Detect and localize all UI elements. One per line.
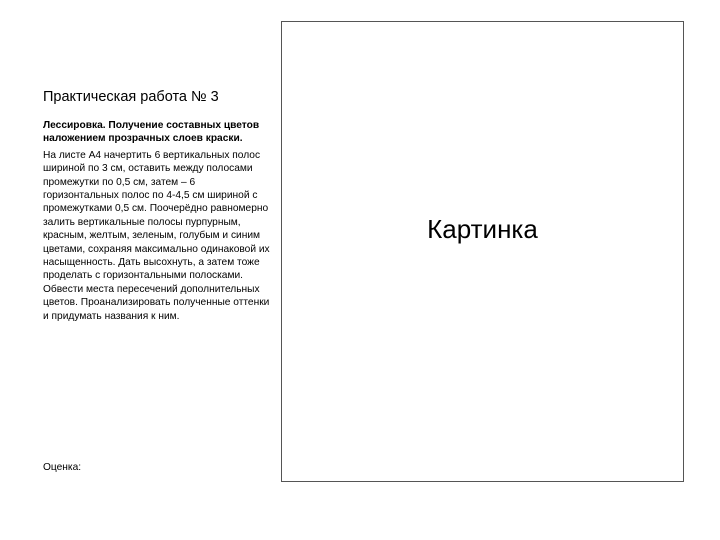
picture-placeholder-box — [281, 21, 684, 482]
task-subtitle: Лессировка. Получение составных цветов наложением прозрачных слоев краски. — [43, 120, 260, 145]
page-title: Практическая работа № 3 — [43, 89, 219, 105]
task-body: На листе А4 начертить 6 вертикальных полос шириной по 3 см, оставить между полосами промежутки по 0,5 см, затем – 6 горизонтальных полос по 4-4,5 см шириной с промежутками 0,5 см. Поочерёдно равномерно залить вертикальные полосы пурпурным, красным, желтым, зеленым, голубым и синим цветами, сохраняя максимально одинаковой их насыщенность. Дать высохнуть, а затем тоже проделать с горизонтальными полосками. Обвести места пересечений дополнительных цветов. Проанализировать полученные оттенки и придумать названия к ним. — [43, 149, 270, 322]
task-description — [43, 119, 271, 323]
grade-label: Оценка: — [43, 462, 82, 473]
picture-placeholder-label: Картинка — [427, 213, 538, 244]
